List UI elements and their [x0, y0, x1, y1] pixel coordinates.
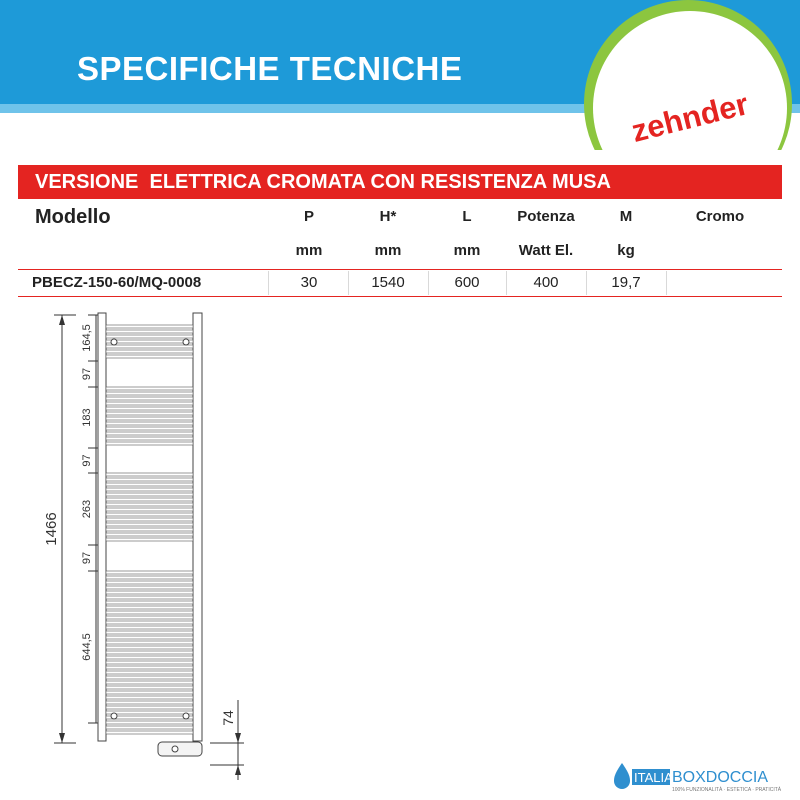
- footer-brand-a: ITALIA: [634, 770, 673, 785]
- radiator-tube: [106, 666, 193, 669]
- dim-segment-label: 644,5: [81, 633, 93, 661]
- italia-boxdoccia-logo: [610, 760, 790, 794]
- radiator-tube: [106, 427, 193, 430]
- radiator-tube: [106, 412, 193, 415]
- model-header: Modello: [35, 206, 111, 228]
- radiator-tube: [106, 576, 193, 579]
- col-header-p: P: [303, 208, 314, 225]
- radiator-tube: [106, 335, 193, 338]
- radiator-tube: [106, 601, 193, 604]
- radiator-tube: [106, 651, 193, 654]
- radiator-tube: [106, 325, 193, 328]
- radiator-tube: [106, 611, 193, 614]
- radiator-tube: [106, 473, 193, 476]
- logo-text: zehnder: [627, 86, 752, 149]
- radiator-tube: [106, 706, 193, 709]
- col-unit-potenza: Watt El.: [518, 242, 574, 259]
- radiator-tube: [106, 581, 193, 584]
- radiator-tube: [106, 503, 193, 506]
- radiator-tube: [106, 533, 193, 536]
- radiator-tube: [106, 716, 193, 719]
- radiator-tube: [106, 726, 193, 729]
- radiator-tube: [106, 407, 193, 410]
- radiator-tube: [106, 691, 193, 694]
- radiator-tube: [106, 636, 193, 639]
- radiator-tube: [106, 676, 193, 679]
- radiator-tube: [106, 586, 193, 589]
- radiator-tube: [106, 330, 193, 333]
- col-header-l: L: [462, 208, 472, 225]
- radiator-tube: [106, 432, 193, 435]
- radiator-tube: [106, 721, 193, 724]
- technical-drawing: [30, 305, 260, 795]
- section-bar: [18, 165, 782, 199]
- radiator-tube: [106, 686, 193, 689]
- cell-p: 30: [300, 274, 318, 291]
- radiator-tube: [106, 606, 193, 609]
- radiator-tube: [106, 616, 193, 619]
- page-title: SPECIFICHE TECNICHE: [77, 50, 463, 87]
- radiator-tube: [106, 508, 193, 511]
- radiator-tube: [106, 631, 193, 634]
- footer-brand-b: BOXDOCCIA: [672, 769, 769, 786]
- dim-total: 1466: [43, 512, 60, 546]
- col-header-cromo: Cromo: [695, 208, 745, 225]
- radiator-tube: [106, 538, 193, 541]
- dim-segment-label: 97: [81, 367, 93, 381]
- dim-bottom: 74: [220, 710, 236, 726]
- cell-separator: [268, 271, 269, 295]
- radiator-tube: [106, 528, 193, 531]
- radiator-tube: [106, 355, 193, 358]
- col-unit-h: mm: [374, 242, 402, 259]
- radiator-tube: [106, 621, 193, 624]
- radiator-tube: [106, 641, 193, 644]
- radiator-tube: [106, 711, 193, 714]
- cell-potenza: 400: [533, 274, 559, 291]
- section-title: VERSIONE ELETTRICA CROMATA CON RESISTENZA MUSA: [35, 171, 611, 193]
- radiator-tube: [106, 397, 193, 400]
- table-row-top-border: [18, 269, 782, 270]
- radiator-tube: [106, 442, 193, 445]
- radiator-tube: [106, 731, 193, 734]
- radiator-tube: [106, 701, 193, 704]
- radiator-tube: [106, 596, 193, 599]
- radiator-tube: [106, 493, 193, 496]
- row-model: PBECZ-150-60/MQ-0008: [32, 274, 202, 291]
- col-header-potenza: Potenza: [517, 208, 575, 225]
- radiator-tube: [106, 340, 193, 343]
- radiator-drawing: [30, 305, 260, 790]
- radiator-tube: [106, 422, 193, 425]
- dim-segment-label: 97: [81, 454, 93, 467]
- cell-h: 1540: [371, 274, 405, 291]
- radiator-tube: [106, 681, 193, 684]
- dim-segment-label: 164,5: [81, 324, 93, 352]
- radiator-tube: [106, 402, 193, 405]
- dim-segment-label: 263: [81, 499, 93, 519]
- radiator-tube: [106, 523, 193, 526]
- cell-l: 600: [454, 274, 480, 291]
- table-row-bottom-border: [18, 296, 782, 297]
- radiator-tube: [106, 518, 193, 521]
- col-header-h: H*: [379, 208, 397, 225]
- radiator-tube: [106, 350, 193, 353]
- cell-cromo: [666, 271, 774, 295]
- col-unit-p: mm: [295, 242, 323, 259]
- radiator-tube: [106, 571, 193, 574]
- dim-segment-label: 97: [81, 551, 93, 565]
- col-unit-m: kg: [617, 242, 635, 259]
- dim-segment-label: 183: [81, 408, 93, 427]
- radiator-tube: [106, 488, 193, 491]
- col-header-m: M: [619, 208, 633, 225]
- cell-m: 19,7: [611, 274, 641, 291]
- radiator-tube: [106, 626, 193, 629]
- radiator-tube: [106, 483, 193, 486]
- radiator-tube: [106, 661, 193, 664]
- radiator-tube: [106, 671, 193, 674]
- radiator-tube: [106, 417, 193, 420]
- zehnder-logo: [578, 0, 800, 150]
- radiator-tube: [106, 498, 193, 501]
- col-unit-l: mm: [453, 242, 481, 259]
- radiator-tube: [106, 437, 193, 440]
- radiator-tube: [106, 387, 193, 390]
- radiator-tube: [106, 513, 193, 516]
- radiator-tube: [106, 591, 193, 594]
- radiator-tube: [106, 656, 193, 659]
- radiator-tube: [106, 646, 193, 649]
- footer-tagline: 100% FUNZIONALITÀ · ESTETICA · PRATICITÀ: [672, 787, 782, 793]
- radiator-tube: [106, 392, 193, 395]
- radiator-tube: [106, 478, 193, 481]
- radiator-tube: [106, 696, 193, 699]
- radiator-tube: [106, 345, 193, 348]
